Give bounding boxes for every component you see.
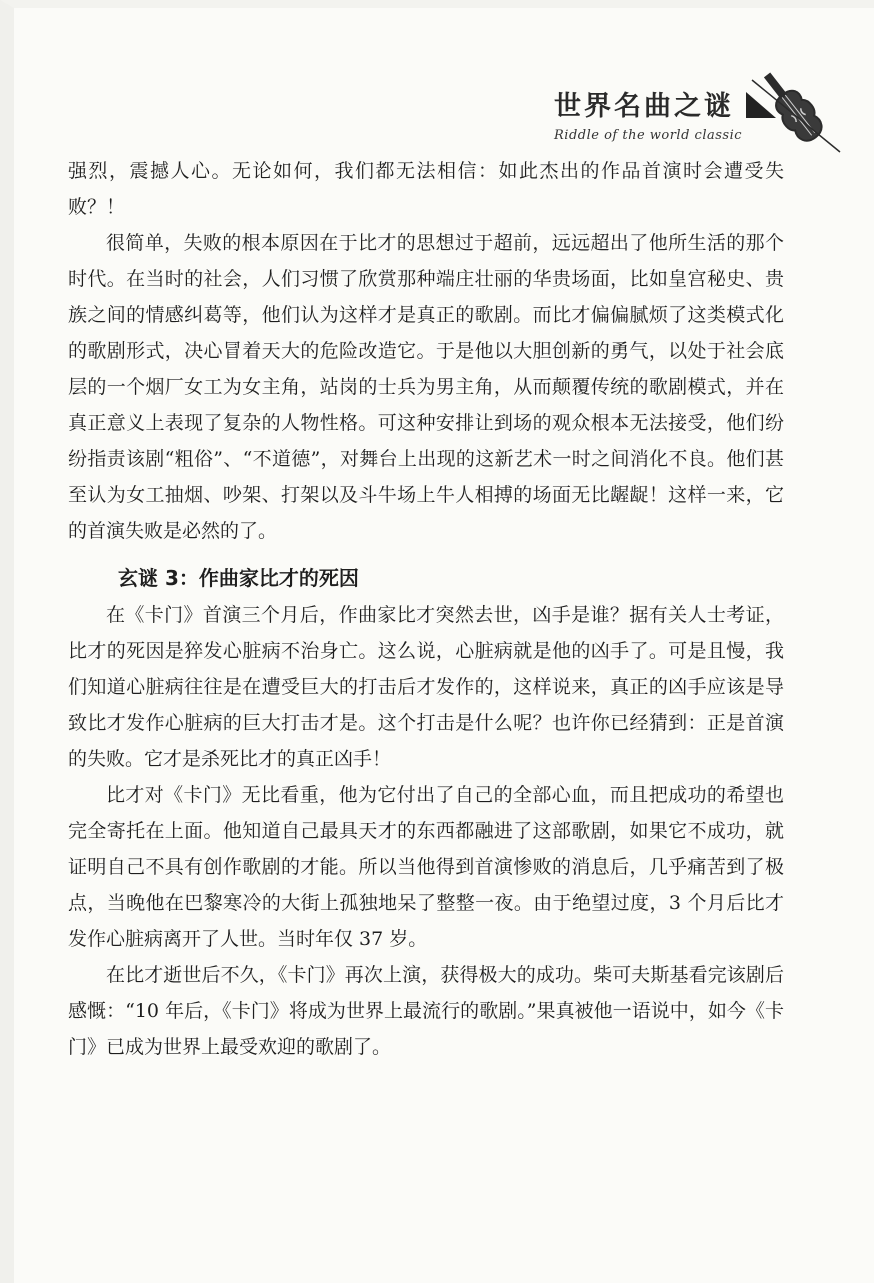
paragraph: 在比才逝世后不久，《卡门》再次上演，获得极大的成功。柴可夫斯基看完该剧后感慨：“10 年后，《卡门》将成为世界上最流行的歌剧。”果真被他一语说中，如今《卡门》已成为世界上最受欢迎的歌剧了。	[68, 964, 784, 1058]
paragraph: 很简单，失败的根本原因在于比才的思想过于超前，远远超出了他所生活的那个时代。在当时的社会，人们习惯了欣赏那种端庄壮丽的华贵场面，比如皇宫秘史、贵族之间的情感纠葛等，他们认为这样才是真正的歌剧。而比才偏偏腻烦了这类模式化的歌剧形式，决心冒着天大的危险改造它。于是他以大胆创新的勇气，以处于社会底层的一个烟厂女工为女主角，站岗的士兵为男主角，从而颠覆传统的歌剧模式，并在真正意义上表现了复杂的人物性格。可这种安排让到场的观众根本无法接受，他们纷纷指责该剧“粗俗”、“不道德”，对舞台上出现的这新艺术一时之间消化不良。他们甚至认为女工抽烟、吵架、打架以及斗牛场上牛人相搏的场面无比龌龊！这样一来，它的首演失败是必然的了。	[68, 232, 784, 542]
section-heading: 玄谜 3：作曲家比才的死因	[118, 566, 359, 590]
body-text	[68, 153, 784, 1065]
paragraph: 比才对《卡门》无比看重，他为它付出了自己的全部心血，而且把成功的希望也完全寄托在上面。他知道自己最具天才的东西都融进了这部歌剧，如果它不成功，就证明自己不具有创作歌剧的才能。所以当他得到首演惨败的消息后，几乎痛苦到了极点，当晚他在巴黎寒冷的大街上孤独地呆了整整一夜。由于绝望过度，3 个月后比才发作心脏病离开了人世。当时年仅 37 岁。	[68, 784, 784, 950]
triangle-icon	[746, 92, 776, 118]
running-header	[554, 60, 854, 164]
header-subtitle: Riddle of the world classic	[554, 128, 743, 143]
paragraph-continued: 强烈，震撼人心。无论如何，我们都无法相信：如此杰出的作品首演时会遭受失败？！	[68, 160, 784, 218]
paragraph: 在《卡门》首演三个月后，作曲家比才突然去世，凶手是谁？据有关人士考证，比才的死因是猝发心脏病不治身亡。这么说，心脏病就是他的凶手了。可是且慢，我们知道心脏病往往是在遭受巨大的打击后才发作的，这样说来，真正的凶手应该是导致比才发作心脏病的巨大打击才是。这个打击是什么呢？也许你已经猜到：正是首演的失败。它才是杀死比才的真正凶手！	[68, 604, 784, 770]
header-title: 世界名曲之谜	[554, 91, 734, 122]
